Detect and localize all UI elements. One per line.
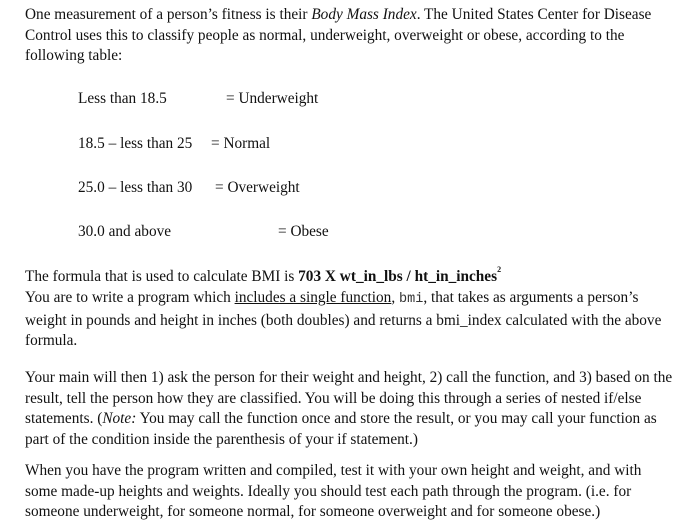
- category: = Normal: [211, 135, 271, 152]
- text-segment: Control uses this to classify people as normal, underweight, overweight or obese, according to the: [25, 26, 625, 44]
- text-segment: part of the condition inside the parenthesis of your if statement.): [25, 430, 418, 448]
- text-segment: You may call the function once and store the result, or you may call your function as: [136, 410, 657, 427]
- text-segment: When you have the program written and compiled, test it with your own height and weight, and with: [25, 462, 642, 479]
- text-line: [25, 502, 697, 523]
- range: 30.0 and above: [78, 223, 172, 240]
- text-line: [25, 461, 697, 482]
- superscript: 2: [497, 265, 502, 274]
- text-line: [25, 260, 697, 288]
- category: = Obese: [278, 223, 329, 240]
- text-segment: some made-up heights and weights. Ideally you should test each path through the program. (i.e. for: [25, 482, 632, 500]
- text-segment: Note:: [102, 410, 137, 427]
- main-paragraph: [25, 368, 697, 450]
- text-segment: someone underweight, for someone normal, for someone overweight and for someone obese.): [25, 503, 601, 520]
- text-line: [25, 5, 697, 26]
- category: = Underweight: [226, 90, 319, 107]
- text-segment: following table:: [25, 47, 123, 64]
- text-segment: includes a single function: [234, 289, 392, 306]
- text-segment: statements. (: [25, 410, 103, 427]
- text-segment: result, tell the person how they are classified. You will be doing this through a series of nested if/else: [25, 389, 642, 407]
- category: = Overweight: [215, 179, 300, 196]
- intro-paragraph: [25, 5, 697, 67]
- text-line: [25, 409, 697, 430]
- text-segment: formula.: [25, 332, 78, 349]
- text-segment: One measurement of a person’s fitness is their: [25, 6, 312, 23]
- function-paragraph: [25, 288, 697, 352]
- testing-paragraph: [25, 461, 697, 523]
- text-line: [25, 331, 697, 352]
- text-line: [25, 46, 697, 67]
- text-line: [25, 368, 697, 389]
- text-segment: 703 X wt_in_lbs / ht_in_inches: [298, 268, 498, 285]
- code-text: bmi: [399, 292, 424, 307]
- text-segment: Body Mass Index: [311, 6, 417, 23]
- text-segment: The formula that is used to calculate BMI is: [25, 268, 299, 285]
- formula-line: [25, 260, 697, 288]
- text-segment: You are to write a program which: [25, 289, 235, 306]
- text-line: [25, 482, 697, 503]
- text-segment: weight in pounds and height in inches (both doubles) and returns a bmi_index calculated with the above: [25, 311, 662, 329]
- text-line: [25, 26, 697, 47]
- text-segment: , that takes as arguments a person’s: [423, 289, 639, 306]
- text-segment: ,: [391, 289, 399, 306]
- text-line: [25, 288, 697, 311]
- range: 25.0 – less than 30: [78, 179, 193, 196]
- text-line: [25, 389, 697, 410]
- text-line: [25, 430, 697, 451]
- range: Less than 18.5: [78, 90, 167, 107]
- text-segment: . The United States Center for Disease: [416, 6, 652, 23]
- text-segment: Your main will then 1) ask the person for their weight and height, 2) call the function, and 3) based on the: [25, 369, 673, 386]
- range: 18.5 – less than 25: [78, 135, 193, 152]
- text-line: [25, 311, 697, 332]
